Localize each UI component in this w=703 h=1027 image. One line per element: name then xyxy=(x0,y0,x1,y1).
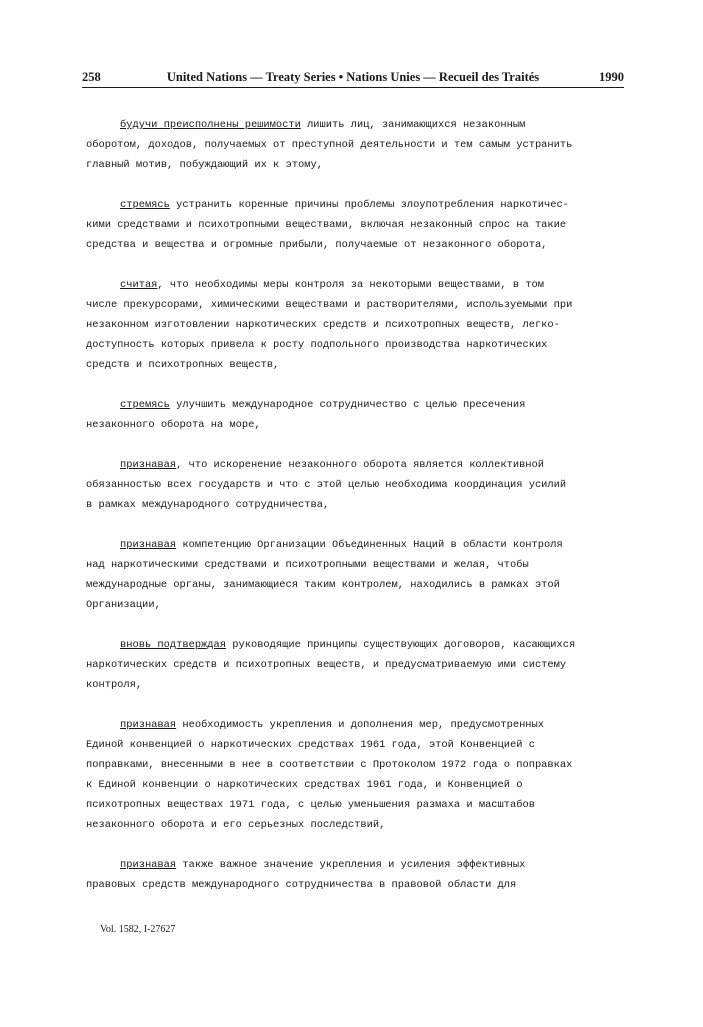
preamble-paragraph xyxy=(86,275,626,375)
paragraph-line: незаконном изготовлении наркотических средств и психотропных веществ, легко- xyxy=(86,319,560,331)
paragraph-keyword: считая xyxy=(120,279,158,291)
paragraph-keyword: стремясь xyxy=(120,399,170,411)
paragraph-line: главный мотив, побуждающий их к этому, xyxy=(86,159,323,171)
paragraph-line: правовых средств международного сотрудничества в правовой области для xyxy=(86,879,517,891)
running-title: United Nations — Treaty Series • Nations Unies — Recueil des Traités xyxy=(166,70,540,84)
paragraph-line: в рамках международного сотрудничества, xyxy=(86,499,330,511)
paragraph-first-line-text: компетенцию Организации Объединенных Наций в области контроля xyxy=(176,539,563,551)
volume-reference: Vol. 1582, I-27627 xyxy=(100,924,176,935)
paragraph-first-line-text: устранить коренные причины проблемы злоупотребления наркотичес- xyxy=(169,199,569,211)
paragraph-line: к Единой конвенции о наркотических средствах 1961 года, и Конвенцией о xyxy=(86,779,523,791)
preamble-paragraph xyxy=(86,395,626,435)
preamble-paragraph xyxy=(86,455,626,515)
preamble-paragraph xyxy=(86,195,626,255)
paragraph-line: Организации, xyxy=(86,599,161,611)
paragraph-first-line xyxy=(86,455,626,475)
paragraph-first-line xyxy=(86,395,626,415)
year: 1990 xyxy=(599,70,624,84)
page-header xyxy=(82,70,624,88)
paragraph-line: числе прекурсорами, химическими веществами и растворителями, используемыми при xyxy=(86,299,573,311)
document-body xyxy=(86,115,626,915)
paragraph-line: Единой конвенцией о наркотических средствах 1961 года, этой Конвенцией с xyxy=(86,739,535,751)
paragraph-first-line-text: лишить лиц, занимающихся незаконным xyxy=(300,119,526,131)
preamble-paragraph xyxy=(86,635,626,695)
paragraph-first-line xyxy=(86,115,626,135)
paragraph-line: средств и психотропных веществ, xyxy=(86,359,280,371)
paragraph-keyword: признавая xyxy=(120,459,177,471)
header-rule xyxy=(82,87,624,88)
paragraph-first-line xyxy=(86,635,626,655)
paragraph-first-line-text: , что искоренение незаконного оборота является коллективной xyxy=(176,459,545,471)
paragraph-keyword: стремясь xyxy=(120,199,170,211)
page-number: 258 xyxy=(82,70,101,84)
paragraph-line: психотропных веществах 1971 года, с целью уменьшения размаха и масштабов xyxy=(86,799,535,811)
paragraph-line: средства и вещества и огромные прибыли, получаемые от незаконного оборота, xyxy=(86,239,548,251)
paragraph-first-line xyxy=(86,275,626,295)
paragraph-first-line xyxy=(86,855,626,875)
preamble-paragraph xyxy=(86,715,626,835)
paragraph-line: контроля, xyxy=(86,679,143,691)
paragraph-keyword: признавая xyxy=(120,719,177,731)
paragraph-first-line-text: , что необходимы меры контроля за некоторыми веществами, в том xyxy=(157,279,545,291)
paragraph-line: поправками, внесенными в нее в соответствии с Протоколом 1972 года о поправках xyxy=(86,759,573,771)
preamble-paragraph xyxy=(86,115,626,175)
paragraph-line: наркотических средств и психотропных веществ, и предусматриваемую ими систему xyxy=(86,659,567,671)
paragraph-first-line xyxy=(86,535,626,555)
paragraph-first-line-text: необходимость укрепления и дополнения мер, предусмотренных xyxy=(176,719,545,731)
paragraph-keyword: признавая xyxy=(120,539,177,551)
paragraph-first-line-text: улучшить международное сотрудничество с целью пресечения xyxy=(169,399,526,411)
paragraph-line: доступность которых привела к росту подпольного производства наркотических xyxy=(86,339,548,351)
paragraph-first-line xyxy=(86,195,626,215)
paragraph-first-line xyxy=(86,715,626,735)
paragraph-keyword: будучи преисполнены решимости xyxy=(120,119,301,131)
preamble-paragraph xyxy=(86,535,626,615)
paragraph-line: незаконного оборота на море, xyxy=(86,419,261,431)
paragraph-keyword: признавая xyxy=(120,859,177,871)
paragraph-line: обязанностью всех государств и что с этой целью необходима координация усилий xyxy=(86,479,567,491)
paragraph-first-line-text: руководящие принципы существующих договоров, касающихся xyxy=(226,639,576,651)
paragraph-line: над наркотическими средствами и психотропными веществами и желая, чтобы xyxy=(86,559,529,571)
paragraph-keyword: вновь подтверждая xyxy=(120,639,227,651)
paragraph-line: оборотом, доходов, получаемых от преступной деятельности и тем самым устранить xyxy=(86,139,573,151)
preamble-paragraph xyxy=(86,855,626,895)
paragraph-first-line-text: также важное значение укрепления и усиления эффективных xyxy=(176,859,526,871)
paragraph-line: кими средствами и психотропными веществами, включая незаконный спрос на такие xyxy=(86,219,567,231)
paragraph-line: международные органы, занимающиеся таким контролем, находились в рамках этой xyxy=(86,579,560,591)
paragraph-line: незаконного оборота и его серьезных последствий, xyxy=(86,819,386,831)
